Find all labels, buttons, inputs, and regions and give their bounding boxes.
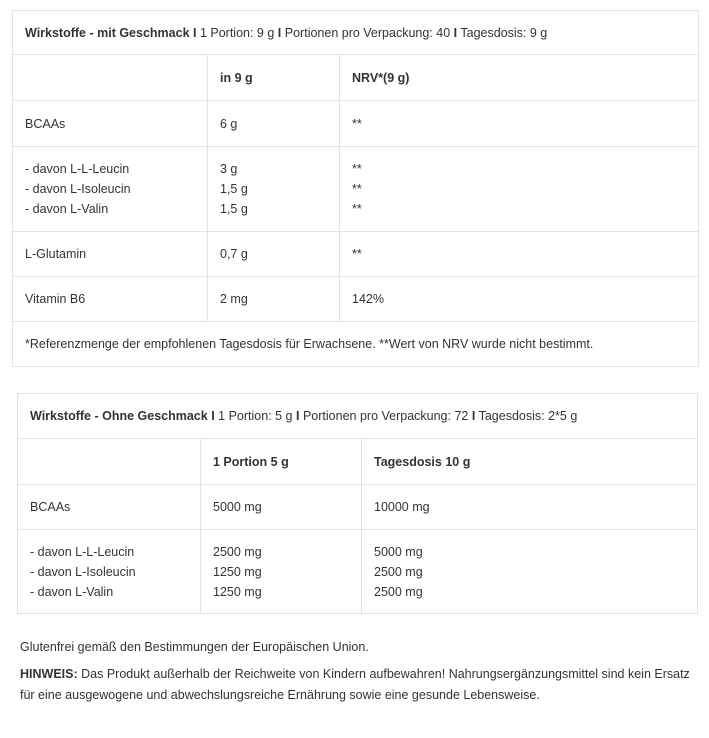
column-header: 1 Portion 5 g bbox=[201, 439, 362, 485]
servings-per-pack: Portionen pro Verpackung: 40 bbox=[284, 25, 451, 40]
table-row bbox=[18, 485, 698, 530]
nutrient-daily: 10000 mg bbox=[362, 485, 698, 530]
nutrient-name bbox=[13, 147, 208, 232]
column-header bbox=[13, 55, 208, 101]
nutrient-amount: 2 mg bbox=[208, 277, 340, 322]
nutrient-table-without-flavor bbox=[17, 393, 698, 614]
nutrient-sub-name: - davon L-Isoleucin bbox=[25, 182, 131, 196]
nutrient-nrv: 142% bbox=[340, 277, 699, 322]
nutrient-nrv bbox=[340, 147, 699, 232]
serving-size: 1 Portion: 9 g bbox=[199, 25, 275, 40]
nutrient-sub-nrv: ** bbox=[352, 182, 362, 196]
table-title bbox=[13, 11, 699, 55]
separator: I bbox=[296, 409, 300, 423]
nutrient-sub-name: - davon L-Valin bbox=[25, 202, 109, 216]
nutrient-sub-amount: 1,5 g bbox=[220, 182, 248, 196]
column-header: NRV*(9 g) bbox=[340, 55, 699, 101]
nutrient-sub-portion: 1250 mg bbox=[213, 564, 262, 579]
nutrient-name: L-Glutamin bbox=[13, 232, 208, 277]
nutrient-amount: 0,7 g bbox=[208, 232, 340, 277]
hint-label: HINWEIS: bbox=[20, 667, 78, 681]
table-row bbox=[13, 277, 699, 322]
nutrient-amount: 6 g bbox=[208, 101, 340, 147]
nutrient-nrv: ** bbox=[340, 232, 699, 277]
column-header bbox=[18, 439, 201, 485]
nutrient-sub-name: - davon L-L-Leucin bbox=[30, 544, 135, 559]
nutrient-sub-name: - davon L-Isoleucin bbox=[30, 564, 136, 579]
nutrient-name: BCAAs bbox=[18, 485, 201, 530]
nutrient-portion: 5000 mg bbox=[201, 485, 362, 530]
table-row bbox=[18, 530, 698, 614]
nutrient-sub-daily: 2500 mg bbox=[374, 584, 423, 599]
servings-per-pack: Portionen pro Verpackung: 72 bbox=[302, 409, 469, 423]
gluten-note: Glutenfrei gemäß den Bestimmungen der Europäischen Union. bbox=[20, 640, 369, 654]
nutrient-sub-amount: 1,5 g bbox=[220, 202, 248, 216]
table-row bbox=[13, 232, 699, 277]
nutrient-sub-name: - davon L-L-Leucin bbox=[25, 162, 130, 176]
column-header: Tagesdosis 10 g bbox=[362, 439, 698, 485]
nutrient-daily bbox=[362, 530, 698, 614]
nutrient-sub-daily: 5000 mg bbox=[374, 544, 423, 559]
nutrient-sub-portion: 2500 mg bbox=[213, 544, 262, 559]
nutrient-sub-nrv: ** bbox=[352, 162, 362, 176]
nutrient-sub-amount: 3 g bbox=[220, 162, 238, 176]
table-title bbox=[18, 394, 698, 439]
hint-text: Das Produkt außerhalb der Reichweite von Kindern aufbewahren! Nahrungsergänzungsmittel sind kein Ersatz für eine ausgewogene und abwechslungsreiche Ernährung sowie eine gesunde Lebensweise. bbox=[20, 667, 690, 702]
table-row bbox=[13, 101, 699, 147]
daily-dose: Tagesdosis: 9 g bbox=[460, 25, 548, 40]
nutrient-nrv: ** bbox=[340, 101, 699, 147]
nutrient-sub-daily: 2500 mg bbox=[374, 564, 423, 579]
nutrient-name: Vitamin B6 bbox=[13, 277, 208, 322]
serving-size: 1 Portion: 5 g bbox=[218, 409, 293, 423]
separator: I bbox=[471, 409, 476, 423]
table-row bbox=[13, 147, 699, 232]
nutrient-amount bbox=[208, 147, 340, 232]
column-header: in 9 g bbox=[208, 55, 340, 101]
footnote: *Referenzmenge der empfohlenen Tagesdosis für Erwachsene. **Wert von NRV wurde nicht bestimmt. bbox=[13, 322, 699, 367]
nutrient-sub-nrv: ** bbox=[352, 202, 362, 216]
nutrient-name: BCAAs bbox=[13, 101, 208, 147]
nutrient-portion bbox=[201, 530, 362, 614]
separator: I bbox=[277, 25, 282, 40]
separator: I bbox=[453, 25, 458, 40]
table-title-bold: Wirkstoffe - Ohne Geschmack I bbox=[30, 409, 215, 423]
nutrient-name bbox=[18, 530, 201, 614]
nutrient-sub-portion: 1250 mg bbox=[213, 584, 262, 599]
hint-paragraph bbox=[20, 664, 700, 706]
nutrient-sub-name: - davon L-Valin bbox=[30, 584, 114, 599]
table-title-bold: Wirkstoffe - mit Geschmack I bbox=[25, 25, 197, 40]
nutrient-table-with-flavor bbox=[12, 10, 699, 367]
daily-dose: Tagesdosis: 2*5 g bbox=[478, 409, 578, 423]
